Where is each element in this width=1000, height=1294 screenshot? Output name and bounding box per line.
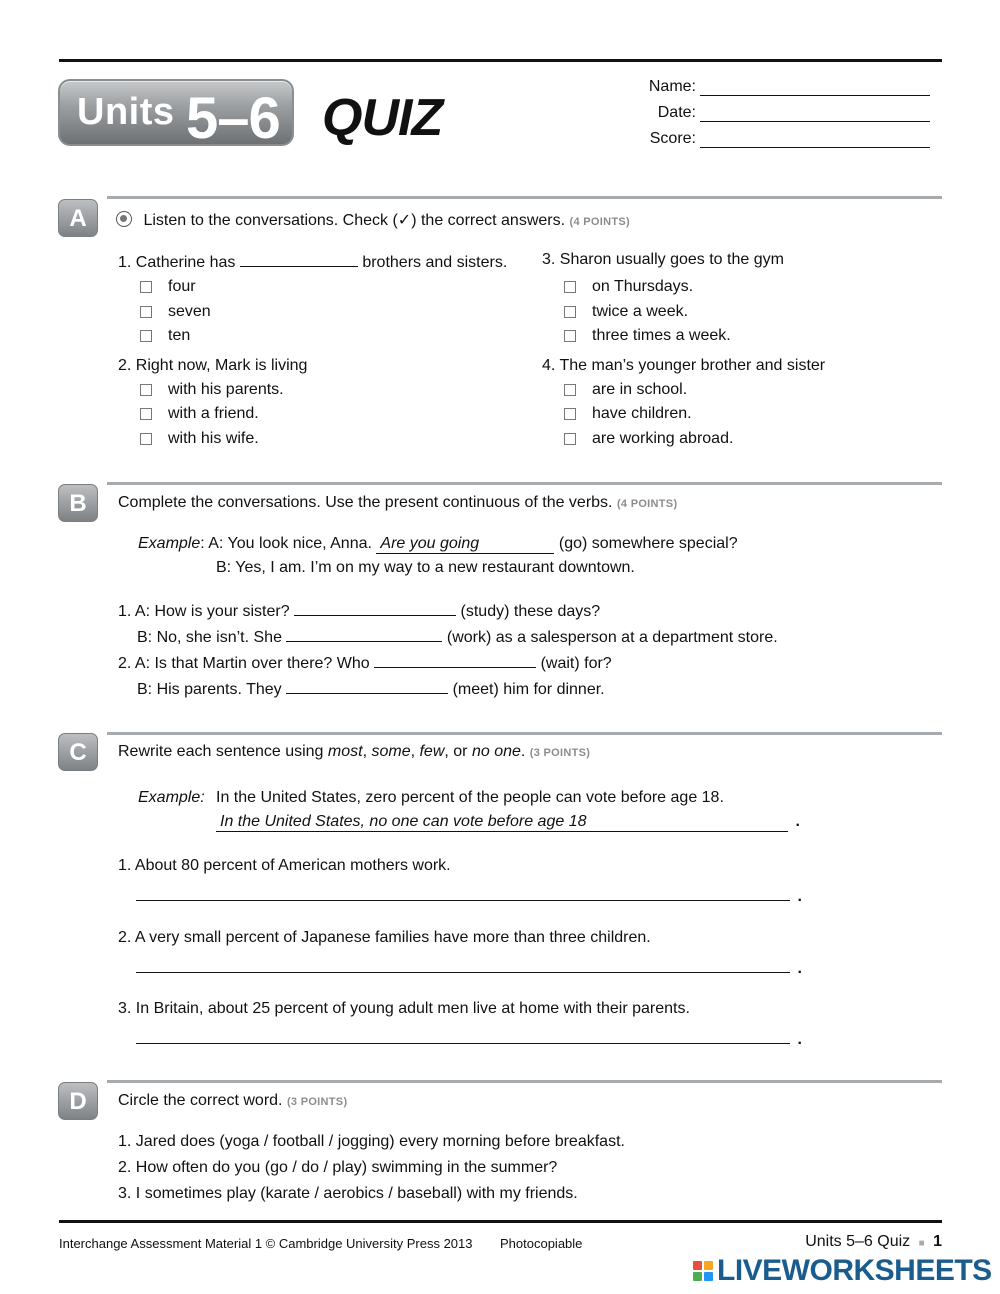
question-text: brothers and sisters. [362,254,508,271]
item-number: 3. [118,1185,132,1202]
section-b-instruction [118,494,677,512]
d-item-3 [118,1185,578,1203]
checkbox[interactable] [564,330,576,342]
a-q1-option-1[interactable] [140,278,196,296]
score-field[interactable] [700,131,930,148]
c-item-3 [118,1000,690,1018]
b-item-2-a [118,652,612,673]
c-item-1 [118,857,451,875]
a-q1-option-2[interactable] [140,303,211,321]
b-example-a [138,535,738,554]
item-text[interactable]: How often do you (go / do / play) swimming in the summer? [135,1159,558,1176]
footer-quiz-page [805,1233,942,1251]
score-row [600,126,930,148]
units-badge [58,79,294,151]
a-q1-option-3[interactable] [140,327,190,345]
bottom-rule [59,1220,942,1223]
section-b-points: (4 POINTS) [616,498,678,510]
section-d-points: (3 POINTS) [286,1096,348,1108]
item-text: (wait) for? [540,655,612,672]
option-label: with his wife. [168,430,259,447]
name-label: Name: [648,78,696,95]
item-number: 2. [118,655,132,672]
option-label: three times a week. [592,327,731,344]
top-rule [59,59,942,62]
keyword: some [371,743,411,760]
page-number: 1 [933,1233,942,1250]
section-d-rule [107,1080,942,1083]
footer-photocopiable: Photocopiable [500,1236,583,1251]
b-example-b: B: Yes, I am. I’m on my way to a new restaurant downtown. [216,559,635,576]
answer-line[interactable] [136,1028,790,1044]
checkbox[interactable] [564,408,576,420]
item-text: B: No, she isn’t. She [137,629,282,646]
section-c-points: (3 POINTS) [529,747,591,759]
c-example [138,789,724,807]
date-field[interactable] [700,105,930,122]
separator: . [520,743,526,760]
keyword: most [327,743,363,760]
item-text: B: His parents. They [137,681,282,698]
a-question-2 [118,357,307,375]
item-text: (work) as a salesperson at a department store. [446,629,778,646]
a-q2-option-2[interactable] [140,405,259,423]
b-item-1-a [118,600,600,621]
question-number: 2. [118,357,132,374]
quiz-title: QUIZ [322,89,443,147]
answer-blank[interactable] [294,600,456,616]
a-q4-option-1[interactable] [564,381,687,399]
section-a-rule [107,196,942,199]
item-number: 3. [118,1000,132,1017]
footer-quiz-label: Units 5–6 Quiz [805,1233,911,1250]
liveworksheets-logo[interactable] [693,1254,992,1288]
instruction-text: Rewrite each sentence using [118,743,328,760]
checkbox[interactable] [564,306,576,318]
checkbox[interactable] [140,408,152,420]
b-item-1-b [137,626,778,647]
question-number: 3. [542,251,556,268]
section-b-instruction-text: Complete the conversations. Use the present continuous of the verbs. [118,494,613,511]
item-text: A: How is your sister? [134,603,290,620]
question-text: Sharon usually goes to the gym [559,251,784,268]
answer-line[interactable] [136,957,790,973]
section-a-instruction-text: Listen to the conversations. Check (✓) the correct answers. [143,212,566,229]
name-row [600,74,930,96]
question-text: The man’s younger brother and sister [559,357,826,374]
a-question-4 [542,357,825,375]
question-number: 4. [542,357,556,374]
checkbox[interactable] [140,384,152,396]
example-text: In the United States, zero percent of the people can vote before age 18. [216,789,724,806]
section-c-badge: C [58,733,98,771]
checkbox[interactable] [140,306,152,318]
item-number: 1. [118,857,132,874]
item-text: A: Is that Martin over there? Who [134,655,370,672]
c-item-1-answer [136,885,802,906]
checkbox[interactable] [564,281,576,293]
a-q4-option-2[interactable] [564,405,692,423]
checkbox[interactable] [140,433,152,445]
checkbox[interactable] [140,281,152,293]
c-item-2-answer [136,957,802,978]
option-label: seven [168,303,211,320]
a-q2-option-1[interactable] [140,381,284,399]
a-q3-option-3[interactable] [564,327,731,345]
section-a-badge: A [58,199,98,237]
item-number: 2. [118,929,132,946]
example-answer: In the United States, no one can vote before age 18 [216,813,788,832]
answer-blank[interactable] [240,251,358,267]
example-text: : A: You look nice, Anna. [200,535,372,552]
separator: , [410,743,420,760]
brand-text: LIVEWORKSHEETS [717,1254,992,1287]
question-text: Catherine has [135,254,236,271]
section-d-instruction-text: Circle the correct word. [118,1092,283,1109]
logo-block [693,1261,702,1270]
period: . [795,813,800,830]
logo-blocks-icon [693,1261,713,1281]
option-label: are in school. [592,381,688,398]
item-text: (meet) him for dinner. [452,681,605,698]
item-number: 1. [118,603,132,620]
item-text[interactable]: I sometimes play (karate / aerobics / baseball) with my friends. [135,1185,578,1202]
keyword: no one [471,743,521,760]
example-label: Example: [138,789,205,806]
a-q2-option-3[interactable] [140,430,259,448]
section-c-rule [107,732,942,735]
item-text: In Britain, about 25 percent of young adult men live at home with their parents. [135,1000,690,1017]
date-row [600,100,930,122]
period: . [797,888,802,905]
section-d-badge: D [58,1082,98,1120]
units-word: Units [77,91,175,133]
option-label: have children. [592,405,692,422]
logo-block [693,1272,702,1281]
example-text: (go) somewhere special? [558,535,738,552]
bullet-icon: ■ [918,1238,925,1249]
section-a-instruction [116,210,630,230]
a-question-1 [118,251,507,272]
section-a-points: (4 POINTS) [569,216,630,228]
logo-block [704,1261,713,1270]
d-item-2 [118,1159,557,1177]
separator: , or [444,743,472,760]
section-c-instruction [118,743,590,761]
answer-blank[interactable] [286,678,448,694]
footer-copyright: Interchange Assessment Material 1 © Cambridge University Press 2013 [59,1236,473,1251]
a-q4-option-3[interactable] [564,430,733,448]
option-label: ten [168,327,191,344]
date-label: Date: [657,104,696,121]
score-label: Score: [649,130,696,147]
section-b-badge: B [58,484,98,522]
option-label: are working abroad. [592,430,734,447]
item-text: About 80 percent of American mothers work. [134,857,451,874]
item-text[interactable]: Jared does (yoga / football / jogging) every morning before breakfast. [135,1133,625,1150]
separator: , [362,743,372,760]
item-number: 2. [118,1159,132,1176]
period: . [797,960,802,977]
answer-line[interactable] [136,885,790,901]
item-number: 1. [118,1133,132,1150]
question-text: Right now, Mark is living [135,357,308,374]
answer-blank[interactable] [374,652,536,668]
checkbox[interactable] [564,433,576,445]
item-text: A very small percent of Japanese families have more than three children. [134,929,651,946]
option-label: four [168,278,196,295]
b-item-2-b [137,678,605,699]
section-b-rule [107,482,942,485]
a-question-3 [542,251,784,269]
answer-blank[interactable] [286,626,442,642]
c-example-answer-row [216,813,800,832]
checkbox[interactable] [564,384,576,396]
example-answer: Are you going [376,535,554,554]
option-label: twice a week. [592,303,689,320]
a-q3-option-1[interactable] [564,278,693,296]
option-label: with his parents. [168,381,284,398]
checkbox[interactable] [140,330,152,342]
keyword: few [419,743,445,760]
option-label: on Thursdays. [592,278,694,295]
c-item-2 [118,929,651,947]
name-field[interactable] [700,79,930,96]
units-number: 5–6 [186,86,280,151]
question-number: 1. [118,254,132,271]
d-item-1 [118,1133,625,1151]
option-label: with a friend. [168,405,259,422]
period: . [797,1031,802,1048]
a-q3-option-2[interactable] [564,303,688,321]
c-item-3-answer [136,1028,802,1049]
item-text: (study) these days? [460,603,601,620]
example-label: Example [138,535,201,552]
logo-block [704,1272,713,1281]
section-d-instruction [118,1092,347,1110]
audio-icon[interactable] [116,211,132,227]
